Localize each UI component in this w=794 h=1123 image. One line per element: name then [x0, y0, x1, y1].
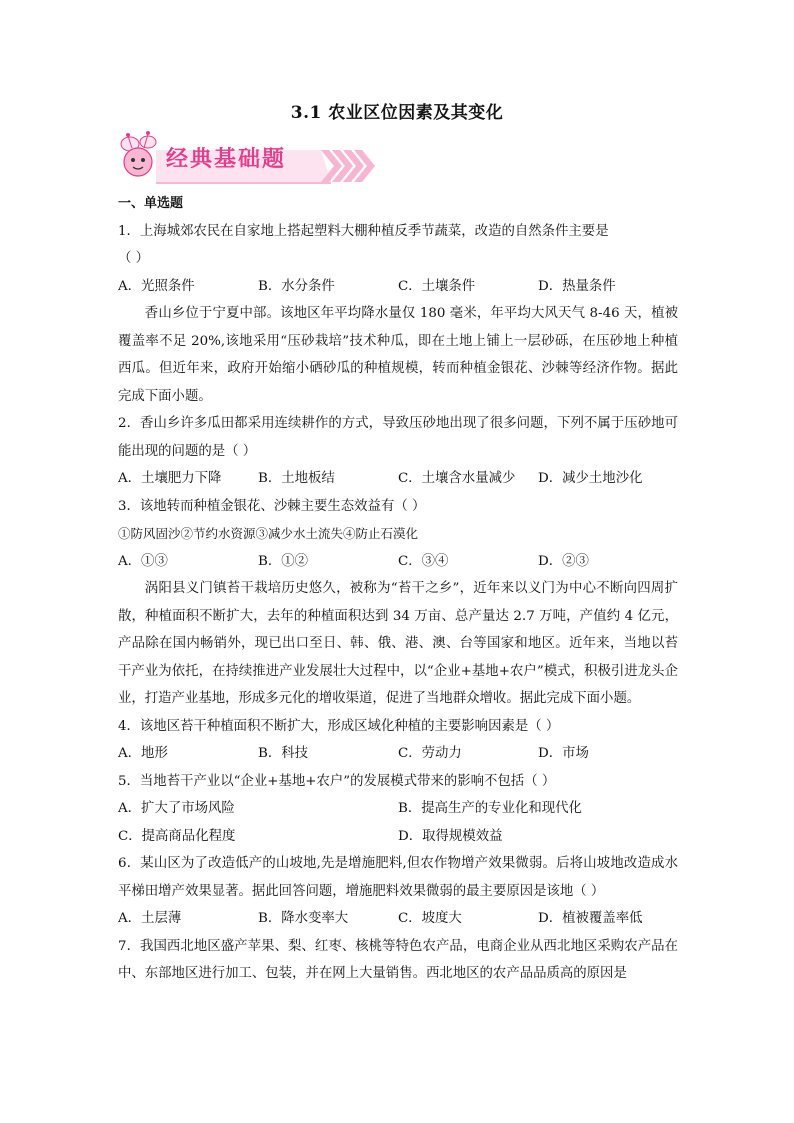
- option-c[interactable]: C．土壤条件: [398, 278, 476, 294]
- option-a[interactable]: A．①③: [118, 553, 168, 569]
- option-d[interactable]: D．减少土地沙化: [538, 471, 643, 486]
- question-3-options: [118, 548, 678, 576]
- question-2-options: [118, 465, 678, 493]
- question-3-stem: 3．该地转而种植金银花、沙棘主要生态效益有（ ）: [118, 498, 426, 514]
- question-4-stem: 4．该地区苔干种植面积不断扩大，形成区域化种植的主要影响因素是（ ）: [118, 718, 560, 734]
- question-2-stem: 2．香山乡许多瓜田都采用连续耕作的方式，导致压砂地出现了很多问题，下列不属于压砂地可能出现的问题的是（ ）: [118, 416, 678, 459]
- question-6-options: [118, 905, 678, 933]
- option-c[interactable]: C．③④: [398, 553, 449, 569]
- option-d[interactable]: D．取得规模效益: [398, 828, 503, 844]
- option-d[interactable]: D．②③: [538, 553, 589, 569]
- section-title: 一、单选题: [118, 196, 184, 211]
- question-1-bracket: （ ）: [118, 251, 150, 266]
- option-d[interactable]: D．植被覆盖率低: [538, 911, 643, 926]
- option-b[interactable]: B．①②: [258, 553, 309, 569]
- option-c[interactable]: C．提高商品化程度: [118, 828, 236, 844]
- question-3-items: ①防风固沙②节约水资源③减少水土流失④防止石漠化: [118, 526, 419, 541]
- option-b[interactable]: B．提高生产的专业化和现代化: [398, 801, 582, 816]
- option-a[interactable]: A．扩大了市场风险: [118, 801, 235, 816]
- section-banner: [116, 130, 376, 186]
- option-b[interactable]: B．水分条件: [258, 278, 335, 294]
- option-c[interactable]: C．劳动力: [398, 746, 462, 761]
- question-6-stem: 6．某山区为了改造低产的山坡地,先是增施肥料,但农作物增产效果微弱。后将山坡地改造成水平梯田增产效果显著。据此回答问题，增施肥料效果微弱的最主要原因是该地（ ）: [118, 856, 678, 899]
- option-d[interactable]: D．热量条件: [538, 278, 616, 294]
- passage-1: 香山乡位于宁夏中部。该地区年平均降水量仅 180 毫米，年平均大风天气 8-46 天，植被覆盖率不足 20%,该地采用“压砂栽培”技术种瓜，即在土地上铺上一层砂砾，在压砂地上种植西瓜。但近年来，政府开始缩小硒砂瓜的种植规模，转而种植金银花、沙棘等经济作物。据此完成下面小题。: [118, 306, 678, 404]
- option-c[interactable]: C．土壤含水量减少: [398, 471, 516, 486]
- option-a[interactable]: A．地形: [118, 746, 168, 761]
- option-b[interactable]: B．降水变率大: [258, 911, 349, 926]
- exam-content: [118, 190, 678, 988]
- option-a[interactable]: A．光照条件: [118, 278, 195, 294]
- option-a[interactable]: A．土层薄: [118, 911, 182, 926]
- question-4-options: [118, 740, 678, 768]
- page-title: 3.1 农业区位因素及其变化: [290, 103, 504, 123]
- option-c[interactable]: C．坡度大: [398, 911, 462, 926]
- question-1-options: [118, 273, 678, 301]
- passage-2: 涡阳县义门镇苔干栽培历史悠久，被称为“苔干之乡”，近年来以义门为中心不断向四周扩散，种植面积不断扩大，去年的种植面积达到 34 万亩、总产量达 2.7 万吨，产值约 4 亿元，产品除在国内畅销外，现已出口至日、韩、俄、港、澳、台等国家和地区。近年来，当地以苔干产业为依托，在持续推进产业发展壮大过程中，以“企业+基地+农户”模式，积极引进龙头企业，打造产业基地，形成多元化的增收渠道，促进了当地群众增收。据此完成下面小题。: [118, 581, 678, 706]
- question-1-stem: 1．上海城郊农民在自家地上搭起塑料大棚种植反季节蔬菜，改造的自然条件主要是: [118, 223, 609, 239]
- bee-icon: [121, 131, 156, 176]
- banner-title: 经典基础题: [166, 147, 287, 172]
- option-a[interactable]: A．土壤肥力下降: [118, 471, 222, 486]
- option-b[interactable]: B．土地板结: [258, 471, 335, 486]
- option-b[interactable]: B．科技: [258, 746, 309, 761]
- option-d[interactable]: D．市场: [538, 746, 589, 761]
- question-7-stem: 7．我国西北地区盛产苹果、梨、红枣、核桃等特色农产品，电商企业从西北地区采购农产品在中、东部地区进行加工、包装，并在网上大量销售。西北地区的农产品品质高的原因是: [118, 938, 678, 981]
- question-5-stem: 5．当地苔干产业以“企业+基地+农户”的发展模式带来的影响不包括（ ）: [118, 773, 556, 789]
- question-5-options-row2: [118, 823, 678, 851]
- question-5-options-row1: [118, 795, 678, 823]
